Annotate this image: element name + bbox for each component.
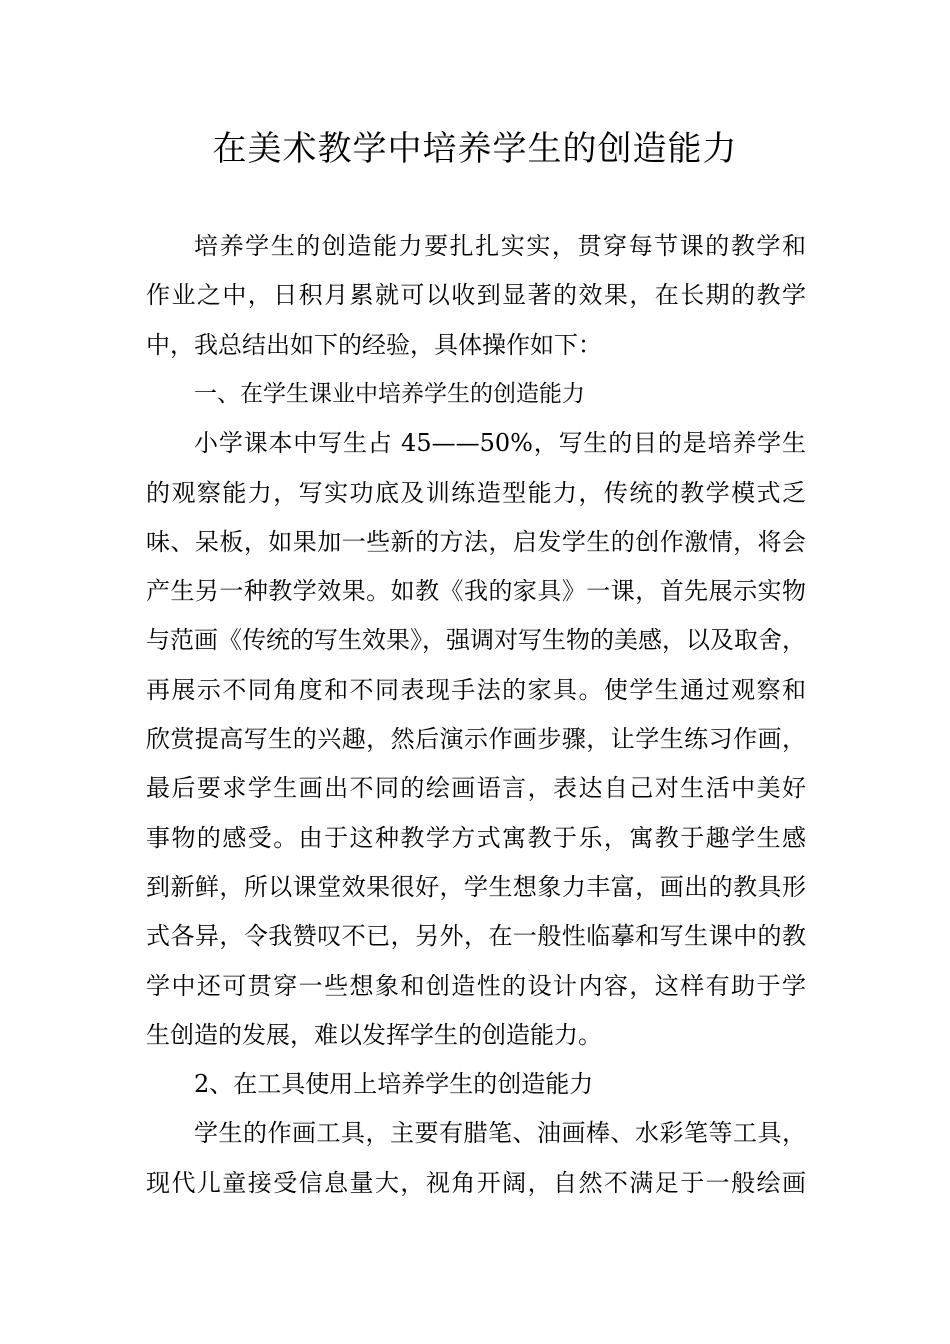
body-text-line: 味、呆板，如果加一些新的方法，启发学生的创作激情，将会 bbox=[146, 528, 806, 556]
body-text-line: 2、在工具使用上培养学生的创造能力 bbox=[194, 1070, 594, 1098]
body-text-line: 与范画《传统的写生效果》，强调对写生物的美感，以及取舍， bbox=[146, 626, 806, 654]
body-text-line: 事物的感受。由于这种教学方式寓教于乐，寓教于趣学生感 bbox=[146, 824, 806, 852]
body-text-line: 生创造的发展，难以发挥学生的创造能力。 bbox=[146, 1021, 602, 1049]
body-text-line: 小学课本中写生占 45——50%，写生的目的是培养学生 bbox=[194, 429, 806, 457]
body-text-line: 培养学生的创造能力要扎扎实实，贯穿每节课的教学和 bbox=[194, 232, 806, 260]
body-text-line: 到新鲜，所以课堂效果很好，学生想象力丰富，画出的教具形 bbox=[146, 873, 806, 901]
body-text-line: 式各异，令我赞叹不已，另外，在一般性临摹和写生课中的教 bbox=[146, 922, 806, 950]
body-text-line: 作业之中，日积月累就可以收到显著的效果，在长期的教学 bbox=[146, 281, 806, 309]
body-text-line: 现代儿童接受信息量大，视角开阔，自然不满足于一般绘画 bbox=[146, 1169, 806, 1197]
body-text-line: 学中还可贯穿一些想象和创造性的设计内容，这样有助于学 bbox=[146, 972, 806, 1000]
document-title: 在美术教学中培养学生的创造能力 bbox=[212, 129, 738, 169]
body-text-line: 最后要求学生画出不同的绘画语言，表达自己对生活中美好 bbox=[146, 774, 806, 802]
section-heading: 一、在学生课业中培养学生的创造能力 bbox=[194, 381, 585, 407]
body-text-line: 的观察能力，写实功底及训练造型能力，传统的教学模式乏 bbox=[146, 479, 806, 507]
body-text-line: 中，我总结出如下的经验，具体操作如下： bbox=[146, 331, 602, 359]
body-text-line: 欣赏提高写生的兴趣，然后演示作画步骤，让学生练习作画， bbox=[146, 725, 806, 753]
body-text-line: 再展示不同角度和不同表现手法的家具。使学生通过观察和 bbox=[146, 676, 806, 704]
body-text-line: 产生另一种教学效果。如教《我的家具》一课，首先展示实物 bbox=[146, 577, 806, 605]
body-text-line: 学生的作画工具，主要有腊笔、油画棒、水彩笔等工具， bbox=[194, 1119, 806, 1147]
